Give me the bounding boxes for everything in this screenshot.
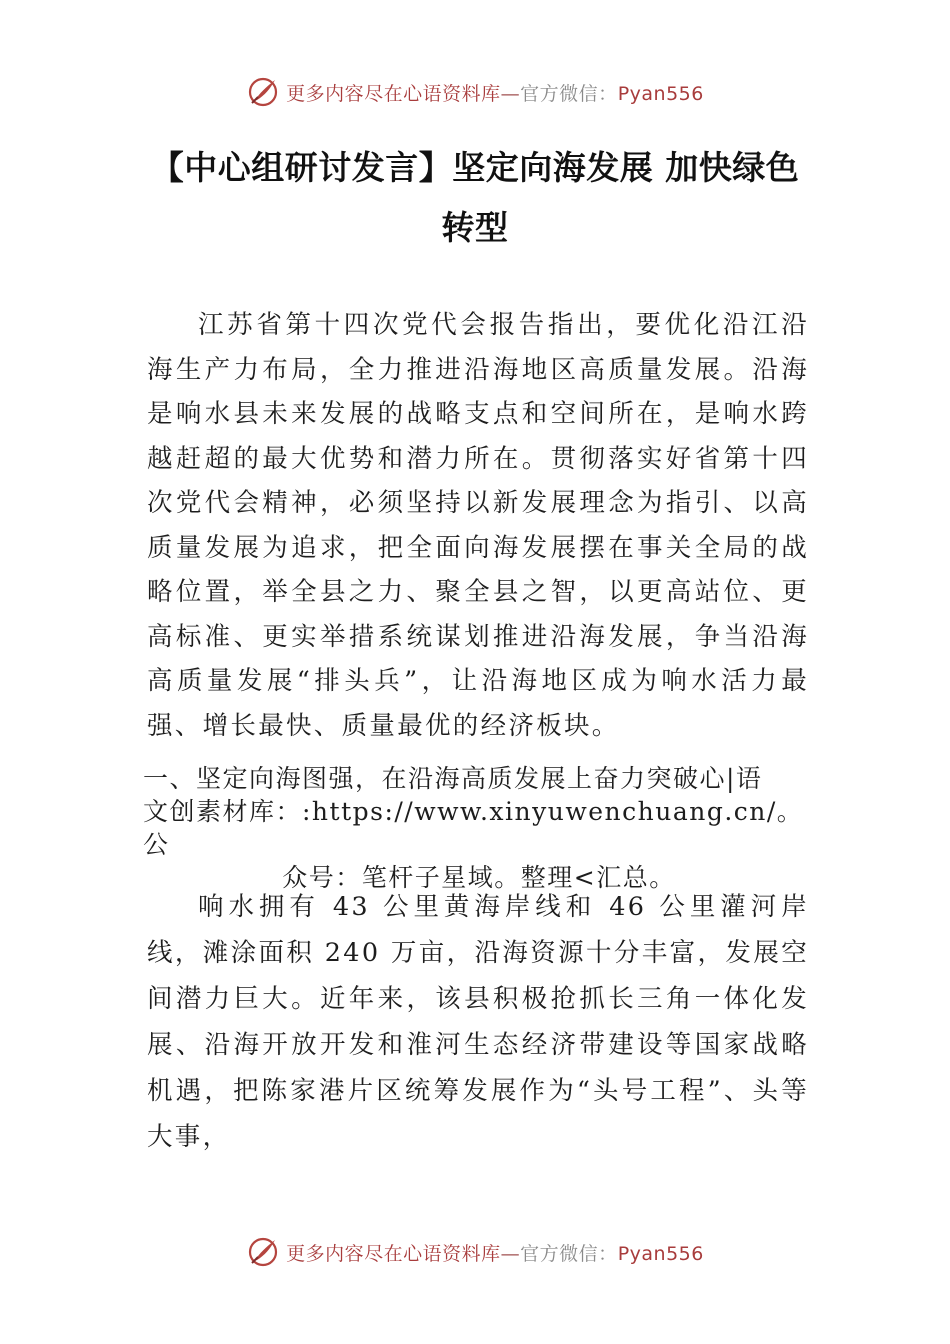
feather-pen-logo-icon — [246, 75, 280, 109]
header-banner-inner — [246, 75, 704, 109]
footer-separator: — — [500, 1242, 521, 1265]
header-site-text: 更多内容尽在心语资料库 — [286, 82, 501, 105]
section-heading-line2: 文创素材库：:https://www.xinyuwenchuang.cn/。公 — [143, 797, 804, 859]
header-banner — [0, 70, 950, 114]
paragraph-2: 响水拥有 43 公里黄海岸线和 46 公里灌河岸线，滩涂面积 240 万亩，沿海资源十分丰富，发展空间潜力巨大。近年来，该县积极抢抓长三角一体化发展、沿海开放开发和淮河生态经济带建设等国家战略机遇，把陈家港片区统筹发展作为“头号工程”、头等大事， — [147, 892, 809, 1152]
footer-contact-label: 官方微信： — [520, 1242, 618, 1265]
section-heading — [143, 762, 815, 894]
header-contact-label: 官方微信： — [520, 82, 618, 105]
header-separator: — — [500, 82, 521, 105]
paragraph-1: 江苏省第十四次党代会报告指出，要优化沿江沿海生产力布局，全力推进沿海地区高质量发展。沿海是响水县未来发展的战略支点和空间所在，是响水跨越赶超的最大优势和潜力所在。贯彻落实好省第十四次党代会精神，必须坚持以新发展理念为指引、以高质量发展为追求，把全面向海发展摆在事关全局的战略位置，举全县之力、聚全县之智，以更高站位、更高标准、更实举措系统谋划推进沿海发展，争当沿海高质量发展“排头兵”，让沿海地区成为响水活力最强、增长最快、质量最优的经济板块。 — [147, 310, 809, 741]
footer-wechat-id: Pyan556 — [617, 1242, 704, 1265]
footer-site-text: 更多内容尽在心语资料库 — [286, 1242, 501, 1265]
footer-banner-text — [286, 1239, 704, 1266]
feather-pen-logo-icon — [246, 1235, 280, 1269]
footer-banner-inner — [246, 1235, 704, 1269]
section-heading-line1: 一、坚定向海图强，在沿海高质发展上奋力突破心|语 — [143, 764, 763, 793]
header-banner-text — [286, 79, 704, 106]
section-heading-line3: 众号：笔杆子星域。整理<汇总。 — [282, 863, 676, 892]
document-title: 【中心组研讨发言】坚定向海发展 加快绿色转型 — [150, 148, 800, 247]
header-wechat-id: Pyan556 — [617, 82, 704, 105]
footer-banner — [0, 1230, 950, 1274]
